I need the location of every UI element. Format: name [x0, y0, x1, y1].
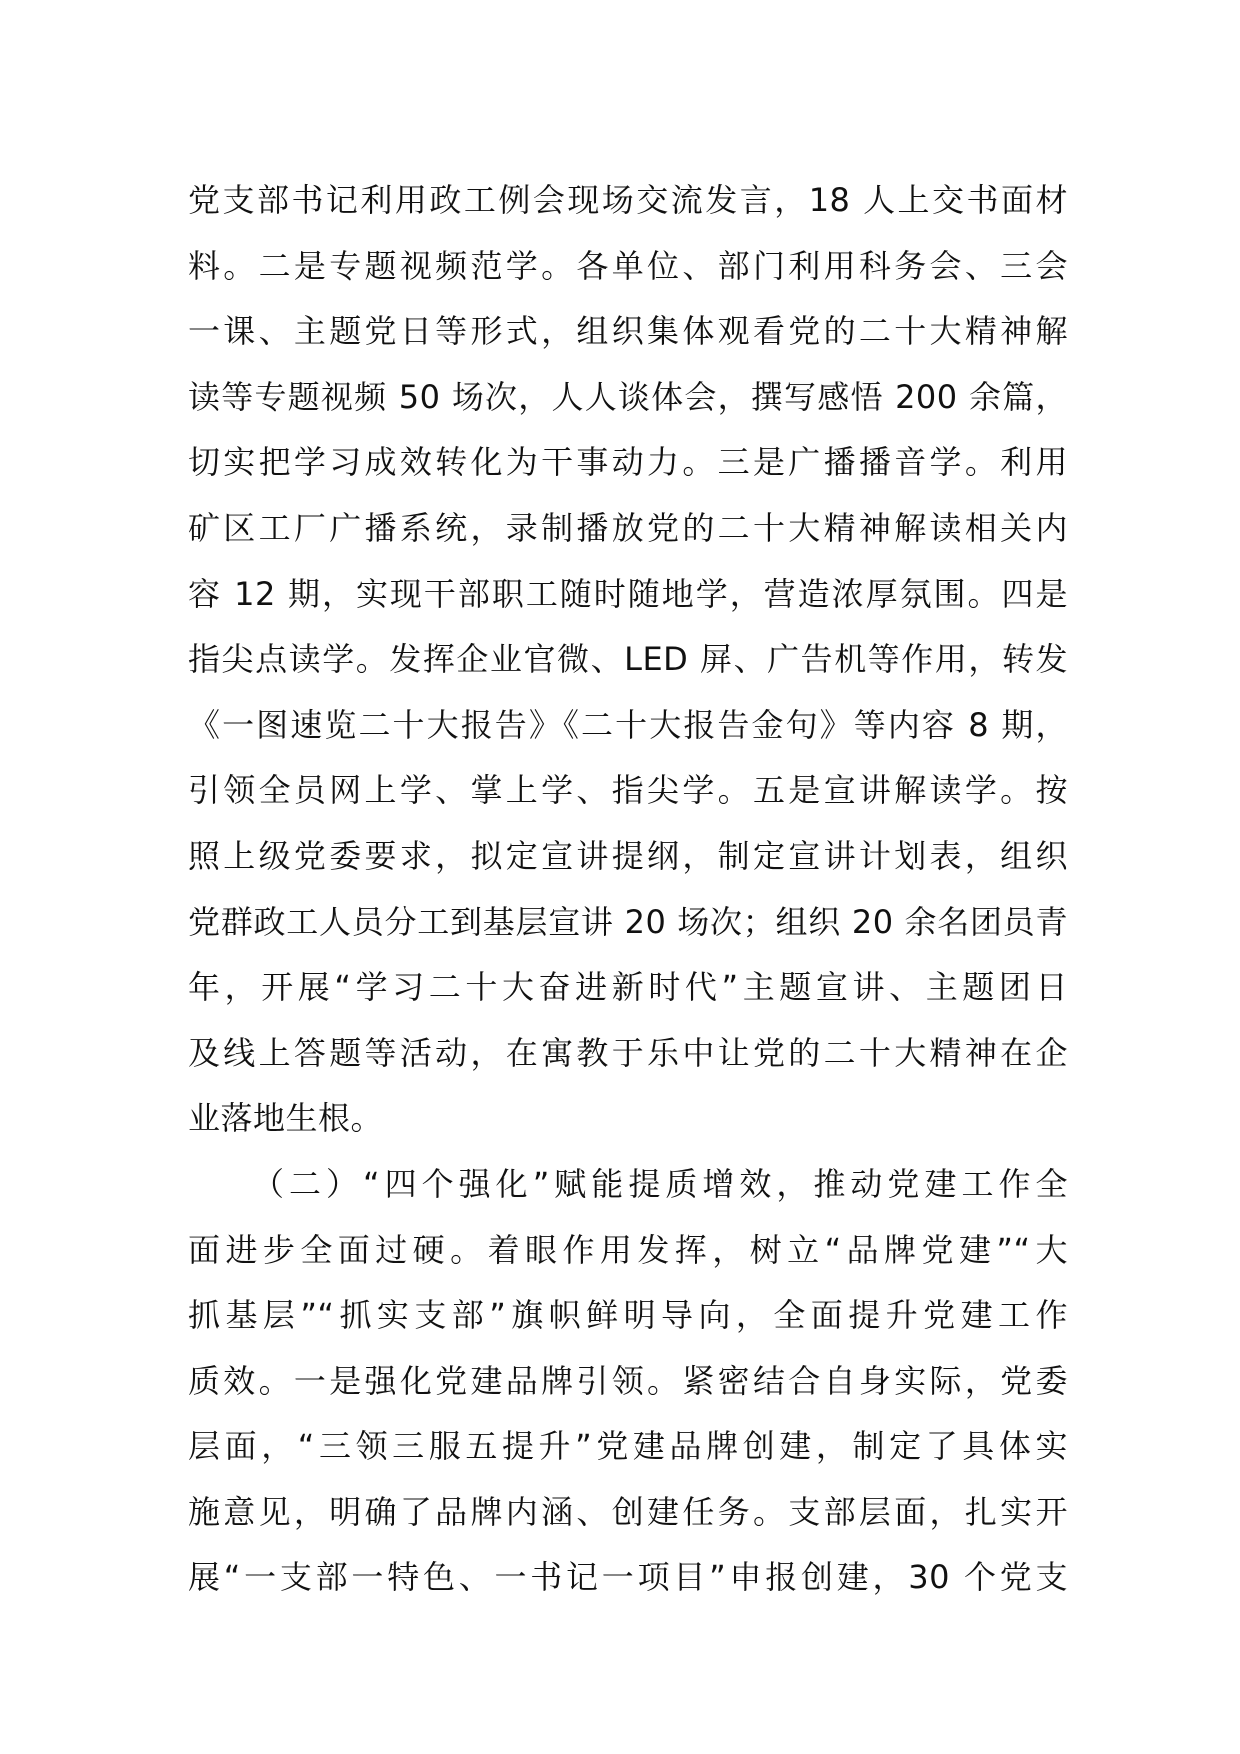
text-line: 层面，“三领三服五提升”党建品牌创建，制定了具体实	[188, 1427, 1068, 1466]
section-heading-line: （二）“四个强化”赋能提质增效，推动党建工作全	[252, 1164, 1068, 1203]
text-line: 展“一支部一特色、一书记一项目”申报创建，30 个党支	[188, 1558, 1068, 1597]
text-line: 业落地生根。	[188, 1099, 384, 1138]
text-line: 一课、主题党日等形式，组织集体观看党的二十大精神解	[188, 312, 1068, 351]
text-line: 抓基层”“抓实支部”旗帜鲜明导向，全面提升党建工作	[188, 1296, 1068, 1335]
text-line: 切实把学习成效转化为干事动力。三是广播播音学。利用	[188, 443, 1068, 482]
text-line: 读等专题视频 50 场次，人人谈体会，撰写感悟 200 余篇，	[188, 377, 1068, 416]
text-line: 指尖点读学。发挥企业官微、LED 屏、广告机等作用，转发	[188, 640, 1068, 679]
text-line: 容 12 期，实现干部职工随时随地学，营造浓厚氛围。四是	[188, 574, 1068, 613]
text-line: 料。二是专题视频范学。各单位、部门利用科务会、三会	[188, 246, 1068, 285]
text-line: 引领全员网上学、掌上学、指尖学。五是宣讲解读学。按	[188, 771, 1068, 810]
text-line: 施意见，明确了品牌内涵、创建任务。支部层面，扎实开	[188, 1492, 1068, 1531]
text-line: 党群政工人员分工到基层宣讲 20 场次；组织 20 余名团员青	[188, 902, 1068, 941]
text-line: 矿区工厂广播系统，录制播放党的二十大精神解读相关内	[188, 508, 1068, 547]
text-line: 面进步全面过硬。着眼作用发挥，树立“品牌党建”“大	[188, 1230, 1068, 1269]
text-line: 质效。一是强化党建品牌引领。紧密结合自身实际，党委	[188, 1361, 1068, 1400]
text-line: 年，开展“学习二十大奋进新时代”主题宣讲、主题团日	[188, 968, 1068, 1007]
text-line: 《一图速览二十大报告》《二十大报告金句》等内容 8 期，	[188, 705, 1068, 744]
text-line: 党支部书记利用政工例会现场交流发言，18 人上交书面材	[188, 181, 1068, 219]
text-line: 及线上答题等活动，在寓教于乐中让党的二十大精神在企	[188, 1033, 1068, 1072]
body-text	[188, 168, 1068, 1611]
text-line: 照上级党委要求，拟定宣讲提纲，制定宣讲计划表，组织	[188, 836, 1068, 875]
